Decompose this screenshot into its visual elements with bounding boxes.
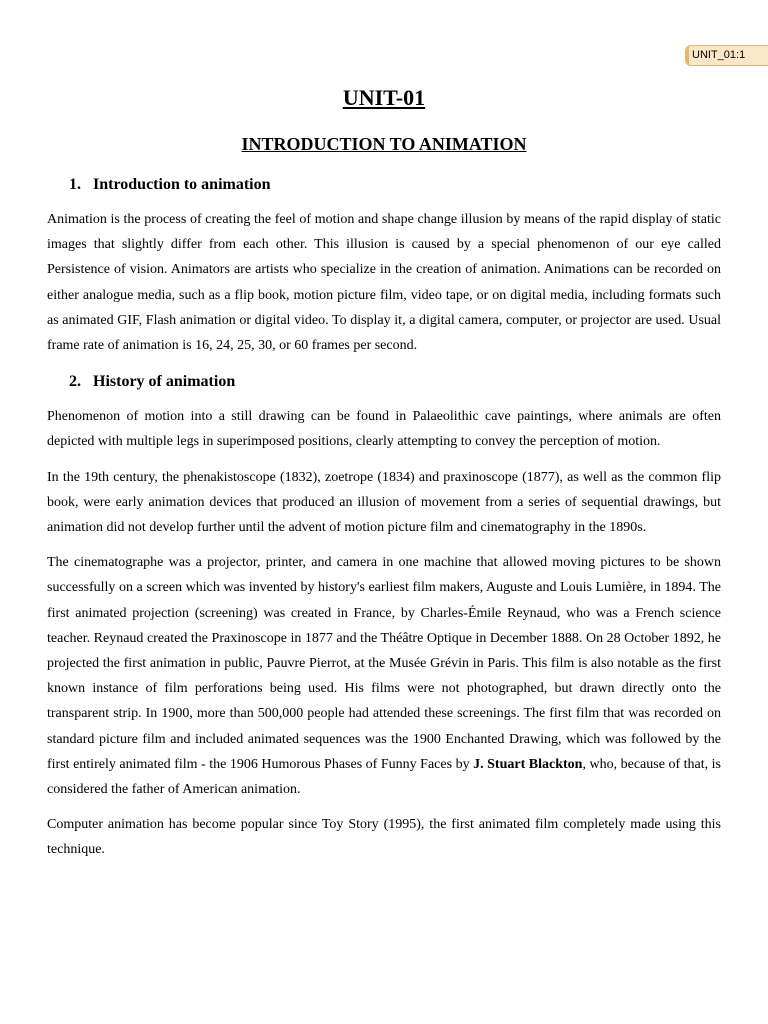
page-number-tag [685, 45, 768, 66]
paragraph-computer-animation: Computer animation has become popular since Toy Story (1995), the first animated film completely made using this technique. [47, 817, 721, 858]
section-heading-history [69, 371, 721, 393]
paragraph-cave-paintings: Phenomenon of motion into a still drawing can be found in Palaeolithic cave paintings, where animals are often depicted with multiple legs in superimposed positions, clearly attempting to convey the perception of motion. [47, 409, 721, 450]
page-subtitle: INTRODUCTION TO ANIMATION [241, 134, 527, 154]
paragraph-text: , who, because of that, is considered the father of American animation. [47, 756, 721, 798]
page-title: UNIT-01 [342, 85, 426, 110]
paragraph-cinematographe [47, 550, 721, 802]
paragraph-19th-century: In the 19th century, the phenakistoscope (1832), zoetrope (1834) and praxinoscope (1877), as well as the common flip book, were early animation devices that produced an illusion of movement from a series of sequential drawings, but animation did not develop further until the advent of motion picture film and cinematography in the 1890s. [47, 469, 721, 536]
section-heading-introduction [69, 174, 721, 196]
paragraph-text: The cinematographe was a projector, printer, and camera in one machine that allowed moving pictures to be shown successfully on a screen which was invented by history's earliest film makers, Auguste and Louis Lumière, in 1894. The first animated projection (screening) was created in France, by Charles-Émile Reynaud, who was a French science teacher. Reynaud created the Praxinoscope in 1877 and the Théâtre Optique in December 1888. On 28 October 1892, he projected the first animation in public, Pauvre Pierrot, at the Musée Grévin in Paris. This film is also notable as the first known instance of film perforations being used. His films were not photographed, but drawn directly onto the transparent strip. In 1900, more than 500,000 people had attended these screenings. The first film that was recorded on standard picture film and included animated sequences was the 1900 Enchanted Drawing, which was followed by the first entirely animated film - the 1906 Humorous Phases of Funny Faces by [47, 555, 721, 772]
section-heading-text: History of animation [93, 373, 236, 391]
section-heading-text: Introduction to animation [93, 176, 271, 193]
section-number: 1. [69, 176, 81, 193]
tag-accent-bar [686, 46, 689, 65]
paragraph-introduction: Animation is the process of creating the feel of motion and shape change illusion by means of the rapid display of static images that slightly differ from each other. This illusion is caused by a special phenomenon of our eye called Persistence of vision. Animators are artists who specialize in the creation of animation. Animations can be recorded on either analogue media, such as a flip book, motion picture film, video tape, or on digital media, including formats such as animated GIF, Flash animation or digital video. To display it, a digital camera, computer, or projector are used. Usual frame rate of animation is 16, 24, 25, 30, or 60 frames per second. [47, 212, 721, 354]
bold-name-blackton: J. Stuart Blackton [473, 756, 583, 772]
section-number: 2. [69, 373, 81, 391]
page-tag-label: UNIT_01:1 [692, 49, 746, 61]
document-body [47, 84, 721, 873]
